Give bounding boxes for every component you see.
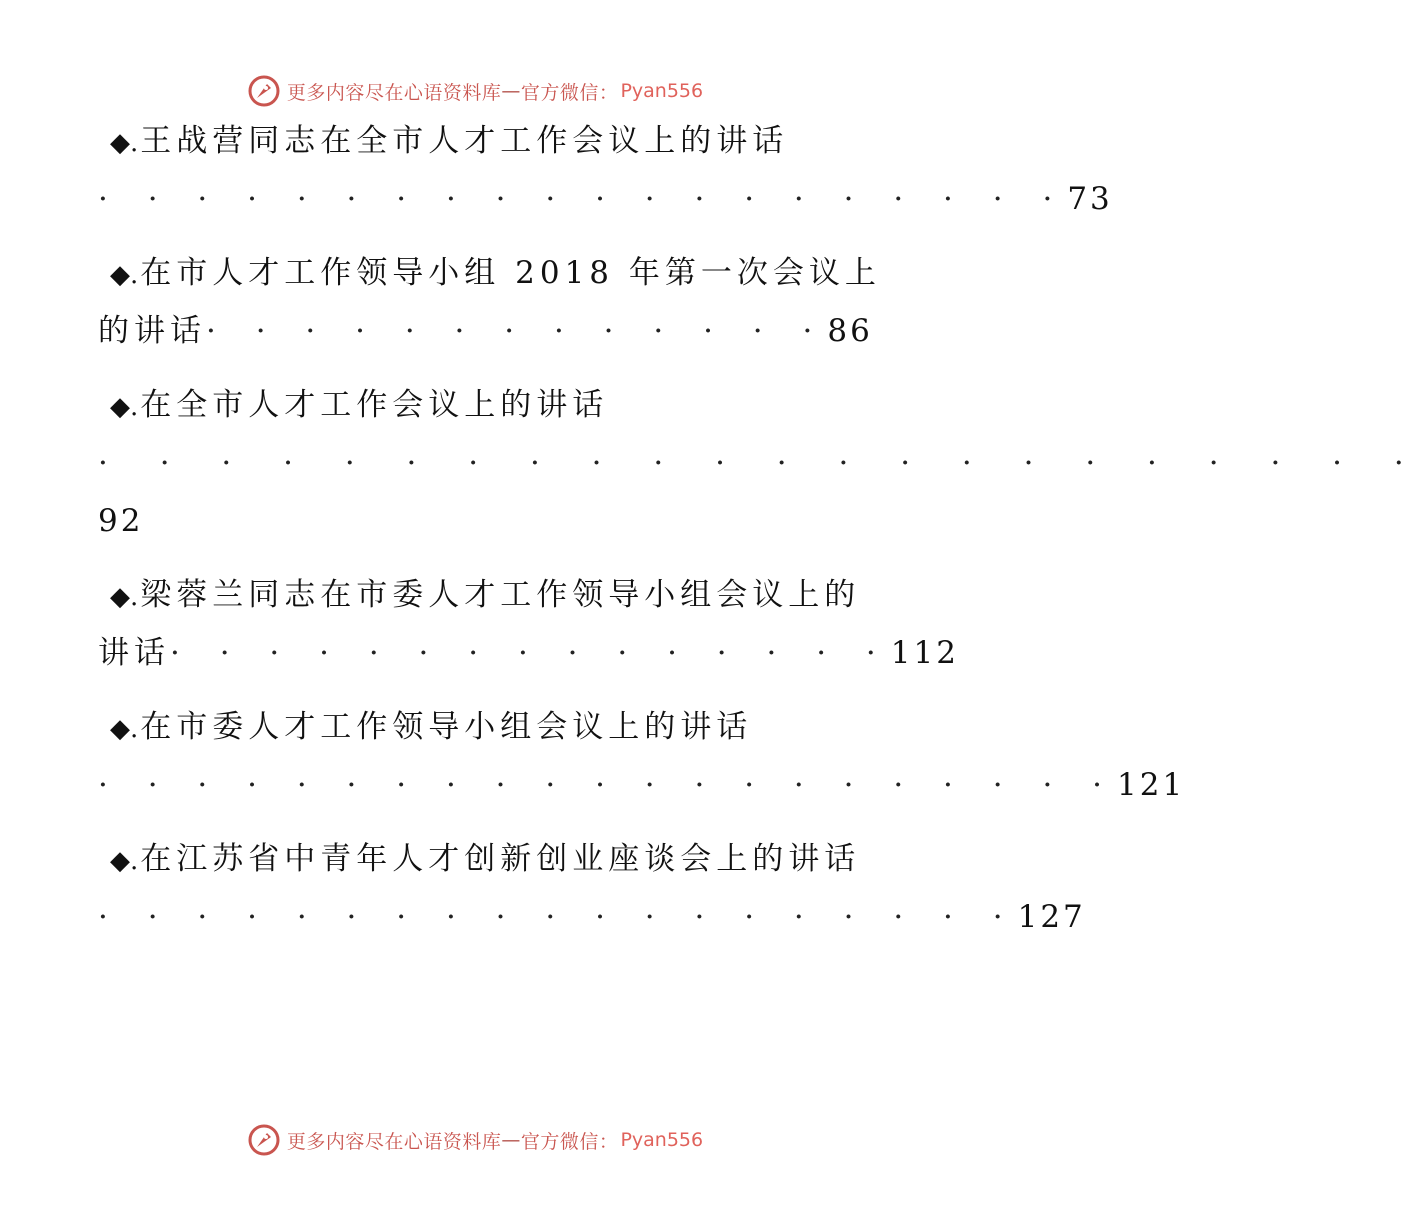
pen-nib-logo-icon <box>247 74 281 108</box>
diamond-bullet-icon: ◆. <box>110 392 139 422</box>
toc-entry-title[interactable] <box>98 244 881 302</box>
table-of-contents <box>98 112 1425 946</box>
page-number: 73 <box>1067 181 1113 217</box>
page-number: 92 <box>98 503 144 539</box>
pen-nib-logo-icon <box>247 1123 281 1157</box>
page-number: 112 <box>890 635 959 671</box>
toc-entry-leader-row <box>98 756 1186 814</box>
toc-entry-text: 在市人才工作领导小组 2018 年第一次会议上 <box>140 255 881 291</box>
toc-entry-text: 梁蓉兰同志在市委人才工作领导小组会议上的 <box>140 577 861 613</box>
page-number: 121 <box>1117 767 1186 803</box>
toc-entry-text: 在全市人才工作会议上的讲话 <box>140 387 609 423</box>
toc-entry-title[interactable] <box>98 376 858 434</box>
toc-entry-leader-row <box>98 170 1113 228</box>
dot-leader: · · · · · · · · · · · · · · · · · · · · <box>98 181 1068 217</box>
toc-entry-text-continued: 讲话 <box>98 635 170 671</box>
page-number: 86 <box>827 313 873 349</box>
diamond-bullet-icon: ◆. <box>110 260 139 290</box>
dot-leader: · · · · · · · · · · · · · · · · · · · · · <box>98 767 1118 803</box>
watermark-text: 更多内容尽在心语资料库 <box>286 1130 502 1153</box>
toc-entry-text: 王战营同志在全市人才工作会议上的讲话 <box>140 123 789 159</box>
toc-entry-text: 在江苏省中青年人才创新创业座谈会上的讲话 <box>140 841 861 877</box>
watermark-brand: Pyan556 <box>620 80 704 102</box>
toc-entry-title[interactable] <box>98 112 858 170</box>
dot-leader: · · · · · · · · · · · · · · · · · · · <box>98 899 1018 935</box>
diamond-bullet-icon: ◆. <box>110 128 139 158</box>
toc-entry-leader-row <box>98 434 1425 492</box>
dot-leader: · · · · · · · · · · · · · · · <box>170 635 891 671</box>
watermark-text: 更多内容尽在心语资料库 <box>286 81 502 104</box>
toc-entry-text-continued: 的讲话 <box>98 313 206 349</box>
watermark-header <box>0 71 950 111</box>
diamond-bullet-icon: ◆. <box>110 714 139 744</box>
diamond-bullet-icon: ◆. <box>110 582 139 612</box>
toc-entry-page-row <box>98 492 858 550</box>
toc-entry-text: 在市委人才工作领导小组会议上的讲话 <box>140 709 753 745</box>
dot-leader: · · · · · · · · · · · · · <box>206 313 828 349</box>
diamond-bullet-icon: ◆. <box>110 846 139 876</box>
watermark-brand: Pyan556 <box>620 1129 704 1151</box>
toc-entry-title[interactable] <box>98 830 861 888</box>
toc-entry-leader-row <box>98 302 873 360</box>
toc-entry-leader-row <box>98 624 959 682</box>
page-number: 127 <box>1017 899 1086 935</box>
watermark-label: 官方微信： <box>520 1130 619 1153</box>
dot-leader: · · · · · · · · · · · · · · · · · · · · · · <box>98 445 1425 481</box>
toc-entry-title[interactable] <box>98 698 858 756</box>
watermark-label: 官方微信： <box>520 81 619 104</box>
toc-entry-title[interactable] <box>98 566 861 624</box>
watermark-separator: — <box>501 80 521 102</box>
watermark-separator: — <box>501 1129 521 1151</box>
toc-entry-leader-row <box>98 888 1086 946</box>
watermark-footer <box>0 1120 950 1160</box>
